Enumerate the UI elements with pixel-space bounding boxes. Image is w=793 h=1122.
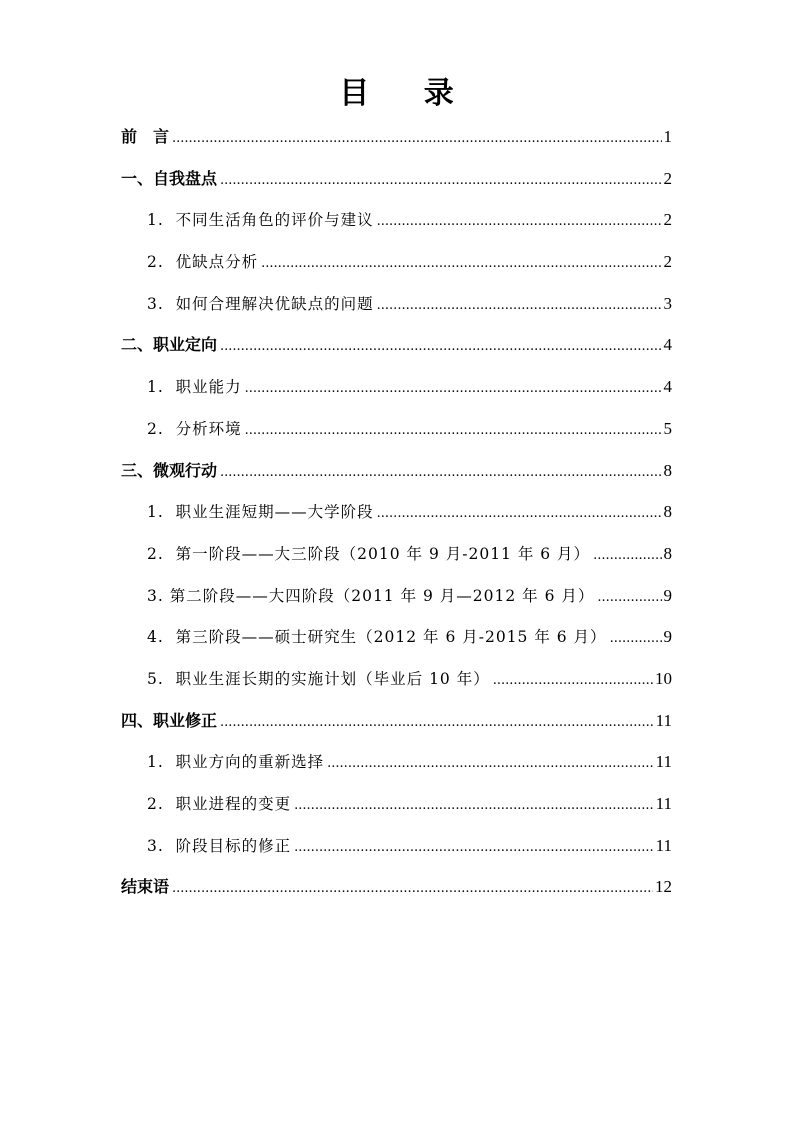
toc-page-number: 11 bbox=[655, 710, 672, 730]
toc-page-number: 8 bbox=[663, 543, 672, 563]
toc-leader-dots bbox=[220, 702, 654, 744]
toc-entry-label: 1. 职业生涯短期——大学阶段 bbox=[147, 503, 374, 522]
toc-entry-label: 1. 职业方向的重新选择 bbox=[147, 753, 325, 772]
toc-leader-dots bbox=[610, 618, 662, 660]
toc-page-number: 9 bbox=[663, 627, 672, 647]
toc-page-number: 11 bbox=[655, 835, 672, 855]
toc-leader-dots bbox=[245, 410, 662, 452]
toc-leader-dots bbox=[593, 535, 661, 577]
toc-entry-label: 3. 如何合理解决优缺点的问题 bbox=[147, 294, 374, 313]
toc-entry-progress-change[interactable] bbox=[121, 783, 672, 825]
table-of-contents bbox=[121, 116, 672, 908]
toc-page-number: 11 bbox=[655, 752, 672, 772]
toc-page-number: 4 bbox=[663, 335, 672, 355]
toc-page-number: 2 bbox=[663, 252, 672, 272]
toc-page-number: 12 bbox=[655, 877, 672, 897]
toc-entry-career-ability[interactable] bbox=[121, 366, 672, 408]
toc-entry-long-term-plan[interactable] bbox=[121, 658, 672, 700]
toc-leader-dots bbox=[245, 368, 662, 410]
toc-entry-label: 2. 分析环境 bbox=[147, 419, 242, 438]
toc-entry-preface[interactable] bbox=[121, 116, 672, 158]
toc-entry-short-term-career[interactable] bbox=[121, 491, 672, 533]
toc-leader-dots bbox=[377, 493, 662, 535]
toc-leader-dots bbox=[597, 577, 661, 619]
toc-entry-label: 2. 优缺点分析 bbox=[147, 253, 259, 272]
toc-page-number: 5 bbox=[663, 418, 672, 438]
page-title: 目 录 bbox=[339, 76, 476, 111]
toc-entry-self-assessment[interactable] bbox=[121, 158, 672, 200]
toc-entry-strengths-analysis[interactable] bbox=[121, 241, 672, 283]
toc-entry-stage-three[interactable] bbox=[121, 616, 672, 658]
toc-leader-dots bbox=[261, 243, 661, 285]
toc-leader-dots bbox=[172, 868, 653, 910]
toc-entry-label: 一、自我盘点 bbox=[121, 168, 218, 188]
toc-entry-resolve-weaknesses[interactable] bbox=[121, 283, 672, 325]
toc-leader-dots bbox=[493, 660, 653, 702]
toc-entry-label: 3. 第二阶段——大四阶段（2011 年 9 月—2012 年 6 月） bbox=[147, 586, 595, 605]
toc-leader-dots bbox=[220, 326, 661, 368]
toc-page-number: 4 bbox=[663, 377, 672, 397]
toc-leader-dots bbox=[220, 452, 661, 494]
toc-page-number: 10 bbox=[655, 668, 672, 688]
toc-page-number: 8 bbox=[663, 460, 672, 480]
toc-entry-direction-reselection[interactable] bbox=[121, 741, 672, 783]
toc-entry-environment-analysis[interactable] bbox=[121, 408, 672, 450]
toc-page-number: 3 bbox=[663, 293, 672, 313]
toc-entry-label: 5. 职业生涯长期的实施计划（毕业后 10 年） bbox=[147, 669, 490, 688]
toc-entry-stage-two[interactable] bbox=[121, 575, 672, 617]
toc-entry-conclusion[interactable] bbox=[121, 866, 672, 908]
toc-entry-goal-revision[interactable] bbox=[121, 825, 672, 867]
toc-entry-label: 3. 阶段目标的修正 bbox=[147, 836, 292, 855]
toc-entry-career-orientation[interactable] bbox=[121, 324, 672, 366]
toc-entry-stage-one[interactable] bbox=[121, 533, 672, 575]
toc-page-number: 2 bbox=[663, 210, 672, 230]
toc-entry-label: 四、职业修正 bbox=[121, 710, 218, 730]
toc-entry-label: 三、微观行动 bbox=[121, 460, 218, 480]
toc-entry-label: 2. 第一阶段——大三阶段（2010 年 9 月-2011 年 6 月） bbox=[147, 544, 591, 563]
toc-entry-micro-actions[interactable] bbox=[121, 450, 672, 492]
toc-entry-label: 1. 职业能力 bbox=[147, 378, 242, 397]
toc-entry-label: 2. 职业进程的变更 bbox=[147, 795, 292, 813]
toc-entry-label: 前 言 bbox=[121, 127, 170, 146]
toc-leader-dots bbox=[327, 743, 653, 785]
toc-page-number: 11 bbox=[655, 794, 672, 813]
toc-entry-label: 1. 不同生活角色的评价与建议 bbox=[147, 211, 374, 230]
toc-entry-label: 4. 第三阶段——硕士研究生（2012 年 6 月-2015 年 6 月） bbox=[147, 628, 607, 647]
toc-page-number: 8 bbox=[663, 502, 672, 522]
toc-entry-life-roles[interactable] bbox=[121, 199, 672, 241]
toc-entry-label: 结束语 bbox=[121, 877, 170, 897]
toc-leader-dots bbox=[294, 827, 653, 869]
toc-leader-dots bbox=[377, 285, 662, 327]
toc-page-number: 9 bbox=[663, 585, 672, 605]
toc-entry-label: 二、职业定向 bbox=[121, 335, 218, 355]
toc-leader-dots bbox=[172, 118, 661, 160]
toc-leader-dots bbox=[294, 785, 653, 827]
toc-page-number: 2 bbox=[663, 168, 672, 188]
toc-leader-dots bbox=[220, 160, 661, 202]
toc-page-number: 1 bbox=[663, 127, 672, 146]
toc-leader-dots bbox=[377, 201, 662, 243]
toc-entry-career-correction[interactable] bbox=[121, 700, 672, 742]
